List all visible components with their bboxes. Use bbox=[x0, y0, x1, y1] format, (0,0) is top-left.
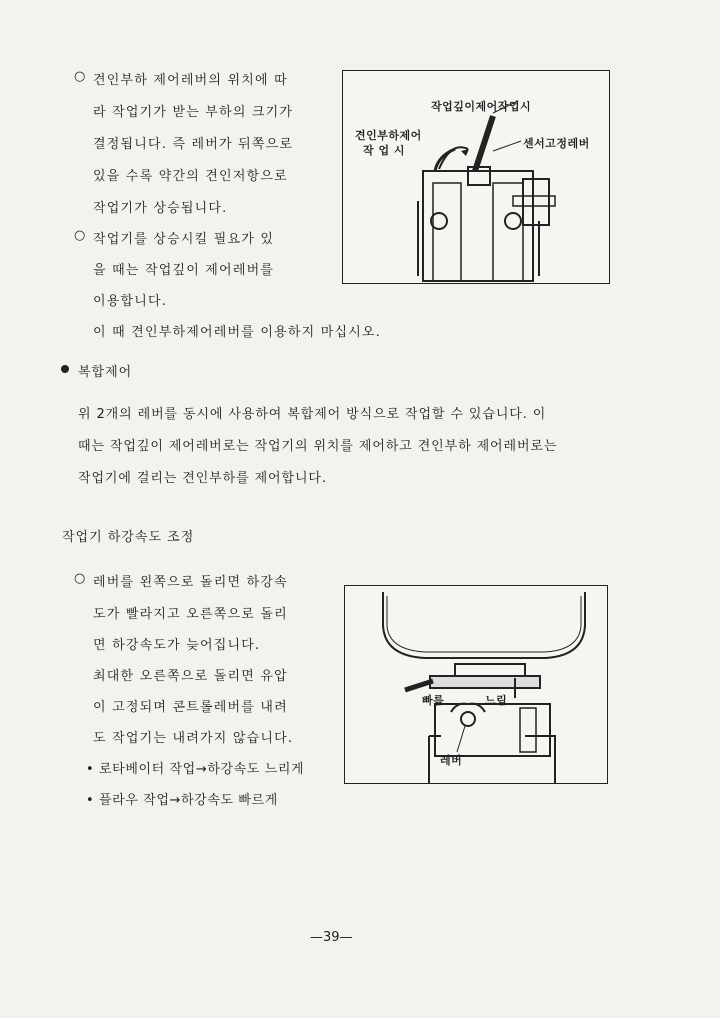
para1-line-2: 라 작업기가 받는 부하의 크기가 bbox=[93, 105, 294, 120]
label-depth-control: 작업깊이제어작업시 bbox=[431, 100, 532, 113]
combined-line-3: 작업기에 걸리는 견인부하를 제어합니다. bbox=[78, 471, 327, 486]
para1-line-5: 작업기가 상승됩니다. bbox=[93, 201, 228, 216]
speed-line-5: 이 고정되며 콘트롤레버를 내려 bbox=[93, 700, 288, 715]
speed-line-3: 면 하강속도가 늦어집니다. bbox=[93, 638, 261, 653]
label-sensor-lever: 센서고정레버 bbox=[523, 137, 590, 150]
bullet-mark: ○ bbox=[74, 228, 86, 243]
speed-line-1: 레버를 왼쪽으로 돌리면 하강속 bbox=[93, 575, 288, 590]
section-heading-combined: 복합제어 bbox=[78, 365, 133, 380]
speed-line-6: 도 작업기는 내려가지 않습니다. bbox=[93, 731, 294, 746]
label-traction-control-sub: 작 업 시 bbox=[363, 144, 406, 157]
section-heading-lowering-speed: 작업기 하강속도 조정 bbox=[62, 530, 195, 545]
page-number: —39— bbox=[310, 930, 353, 945]
label-slow: 느림 bbox=[485, 694, 508, 707]
speed-item-plow: • 플라우 작업→하강속도 빠르게 bbox=[86, 793, 278, 808]
section-dot-icon bbox=[61, 365, 69, 373]
label-traction-control: 견인부하제어 bbox=[355, 129, 422, 142]
bullet-mark: ○ bbox=[74, 69, 86, 84]
para1-line-3: 결정됩니다. 즉 레버가 뒤쪽으로 bbox=[93, 137, 294, 152]
combined-line-2: 때는 작업깊이 제어레버로는 작업기의 위치를 제어하고 견인부하 제어레버로는 bbox=[78, 439, 558, 454]
note-line: 이 때 견인부하제어레버를 이용하지 마십시오. bbox=[93, 325, 382, 340]
figure-control-levers bbox=[342, 70, 610, 284]
para2-line-3: 이용합니다. bbox=[93, 294, 168, 309]
para1-line-4: 있을 수록 약간의 견인저항으로 bbox=[93, 169, 288, 184]
valve-diagram bbox=[345, 586, 607, 783]
speed-line-4: 최대한 오른쪽으로 돌리면 유압 bbox=[93, 669, 288, 684]
speed-item-rotavator: • 로타베이터 작업→하강속도 느리게 bbox=[86, 762, 305, 777]
para2-line-1: 작업기를 상승시킬 필요가 있 bbox=[93, 232, 275, 247]
figure-lowering-speed-valve bbox=[344, 585, 608, 784]
combined-line-1: 위 2개의 레버를 동시에 사용하여 복합제어 방식으로 작업할 수 있습니다. 이 bbox=[78, 407, 547, 422]
label-fast: 빠름 bbox=[422, 694, 445, 707]
bullet-mark: ○ bbox=[74, 571, 86, 586]
speed-line-2: 도가 빨라지고 오른쪽으로 돌리 bbox=[93, 607, 288, 622]
para2-line-2: 을 때는 작업깊이 제어레버를 bbox=[93, 263, 275, 278]
label-lever: 레버 bbox=[440, 754, 463, 767]
para1-line-1: 견인부하 제어레버의 위치에 따 bbox=[93, 73, 288, 88]
